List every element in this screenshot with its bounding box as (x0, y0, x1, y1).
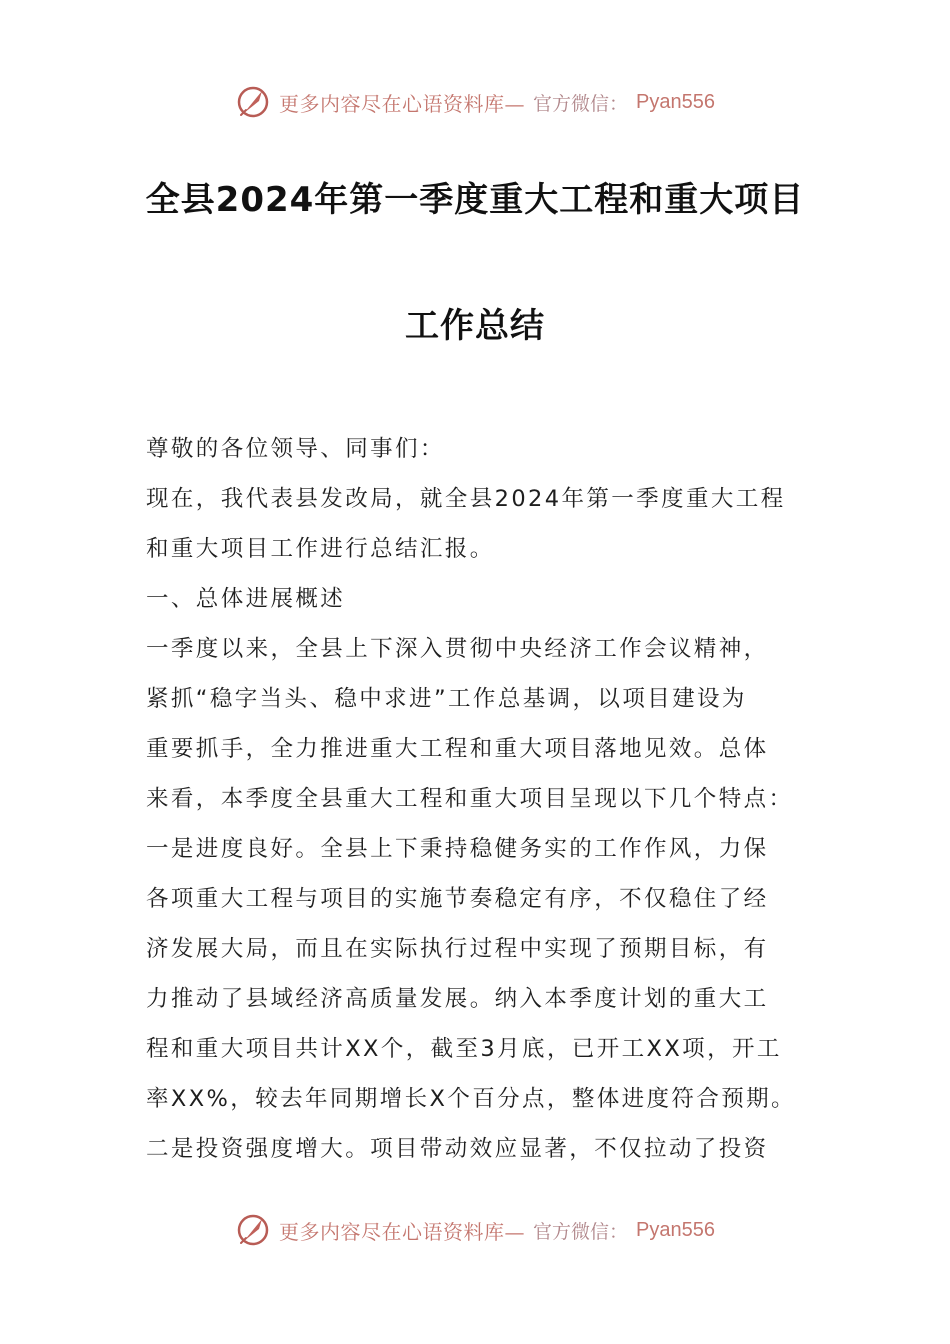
watermark-wechat-id: Pyan556 (636, 1218, 715, 1241)
watermark-wechat-id: Pyan556 (636, 90, 715, 113)
text-line: 济发展大局，而且在实际执行过程中实现了预期目标，有 (146, 936, 769, 962)
text-line: 一是进度良好。全县上下秉持稳健务实的工作作风，力保 (146, 836, 769, 862)
watermark-wechat-label: 官方微信： (533, 1220, 629, 1243)
section-heading: 一、总体进展概述 (146, 586, 346, 612)
text-line: 尊敬的各位领导、同事们： (146, 436, 445, 462)
document-title-line2: 工作总结 (405, 306, 545, 346)
text-line: 来看，本季度全县重大工程和重大项目呈现以下几个特点： (146, 786, 794, 812)
text-line: 二是投资强度增大。项目带动效应显著，不仅拉动了投资 (146, 1136, 769, 1162)
text-line: 紧抓“稳字当头、稳中求进”工作总基调，以项目建设为 (146, 686, 747, 712)
text-line: 一季度以来，全县上下深入贯彻中央经济工作会议精神， (146, 636, 769, 662)
document-body (146, 424, 826, 1174)
text-line: 力推动了县域经济高质量发展。纳入本季度计划的重大工 (146, 986, 769, 1012)
text-line: 和重大项目工作进行总结汇报。 (146, 536, 495, 562)
text-line: 现在，我代表县发改局，就全县2024年第一季度重大工程 (146, 486, 786, 512)
quill-pen-circle-icon (235, 1212, 271, 1248)
text-line: 各项重大工程与项目的实施节奏稳定有序，不仅稳住了经 (146, 886, 769, 912)
header-watermark (0, 80, 950, 124)
document-title-line1: 全县2024年第一季度重大工程和重大项目 (145, 180, 805, 220)
footer-watermark (0, 1208, 950, 1252)
text-line: 程和重大项目共计XX个，截至3月底，已开工XX项，开工 (146, 1036, 782, 1062)
quill-pen-circle-icon (235, 84, 271, 120)
watermark-wechat-label: 官方微信： (533, 92, 629, 115)
watermark-text: 更多内容尽在心语资料库— (279, 91, 525, 116)
text-line: 率XX%，较去年同期增长X个百分点，整体进度符合预期。 (146, 1086, 796, 1112)
watermark-text: 更多内容尽在心语资料库— (279, 1219, 525, 1244)
text-line: 重要抓手，全力推进重大工程和重大项目落地见效。总体 (146, 736, 769, 762)
